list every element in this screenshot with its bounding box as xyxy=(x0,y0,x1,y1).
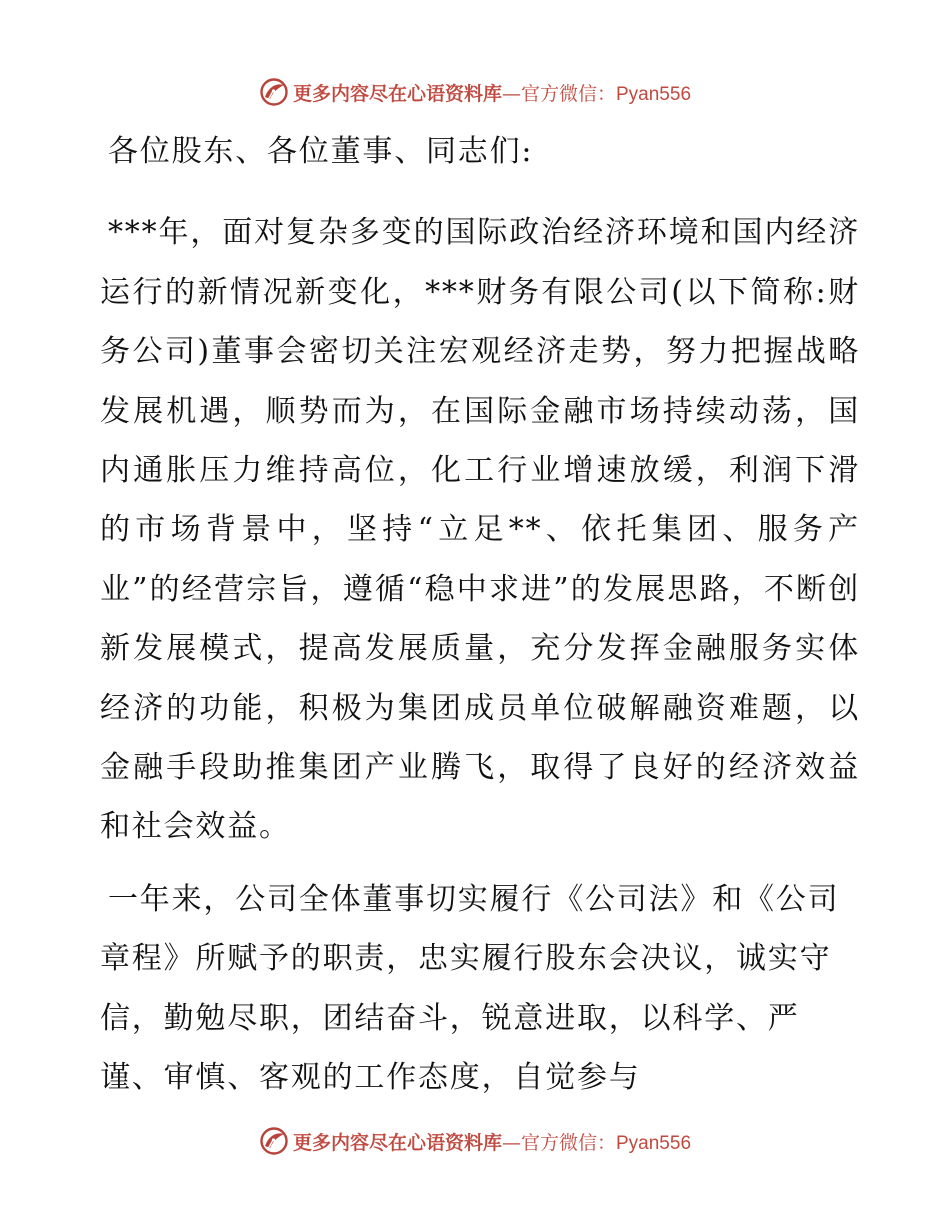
paragraph-1: ***年，面对复杂多变的国际政治经济环境和国内经济运行的新情况新变化，***财务有限公司(以下简称:财务公司)董事会密切关注宏观经济走势，努力把握战略发展机遇，顺势而为，在国际金融市场持续动荡，国内通胀压力维持高位，化工行业增速放缓，利润下滑的市场背景中，坚持“立足**、依托集团、服务产业”的经营宗旨，遵循“稳中求进”的发展思路，不断创新发展模式，提高发展质量，充分发挥金融服务实体经济的功能，积极为集团成员单位破解融资难题，以金融手段助推集团产业腾飞，取得了良好的经济效益和社会效益。 xyxy=(100,215,860,845)
pen-nib-circle-logo-icon xyxy=(259,1126,289,1156)
banner-separator: — xyxy=(501,82,521,105)
footer-watermark-banner xyxy=(0,1121,950,1161)
banner-wechat-label: 官方微信： xyxy=(520,82,616,105)
banner-wechat-id: Pyan556 xyxy=(616,1132,692,1154)
header-banner-text xyxy=(293,79,691,106)
banner-brand-text: 更多内容尽在心语资料库 xyxy=(292,82,502,105)
banner-wechat-label: 官方微信： xyxy=(520,1131,616,1154)
banner-wechat-id: Pyan556 xyxy=(616,83,692,105)
header-watermark-banner xyxy=(0,72,950,112)
document-body xyxy=(100,120,860,1108)
greeting-line: 各位股东、各位董事、同志们: xyxy=(108,134,534,169)
footer-banner-text xyxy=(293,1128,691,1155)
paragraph-2: 一年来，公司全体董事切实履行《公司法》和《公司章程》所赋予的职责，忠实履行股东会决议，诚实守信，勤勉尽职，团结奋斗，锐意进取，以科学、严谨、审慎、客观的工作态度，自觉参与 xyxy=(100,881,840,1096)
banner-separator: — xyxy=(501,1131,521,1154)
banner-brand-text: 更多内容尽在心语资料库 xyxy=(292,1131,502,1154)
pen-nib-circle-logo-icon xyxy=(259,77,289,107)
